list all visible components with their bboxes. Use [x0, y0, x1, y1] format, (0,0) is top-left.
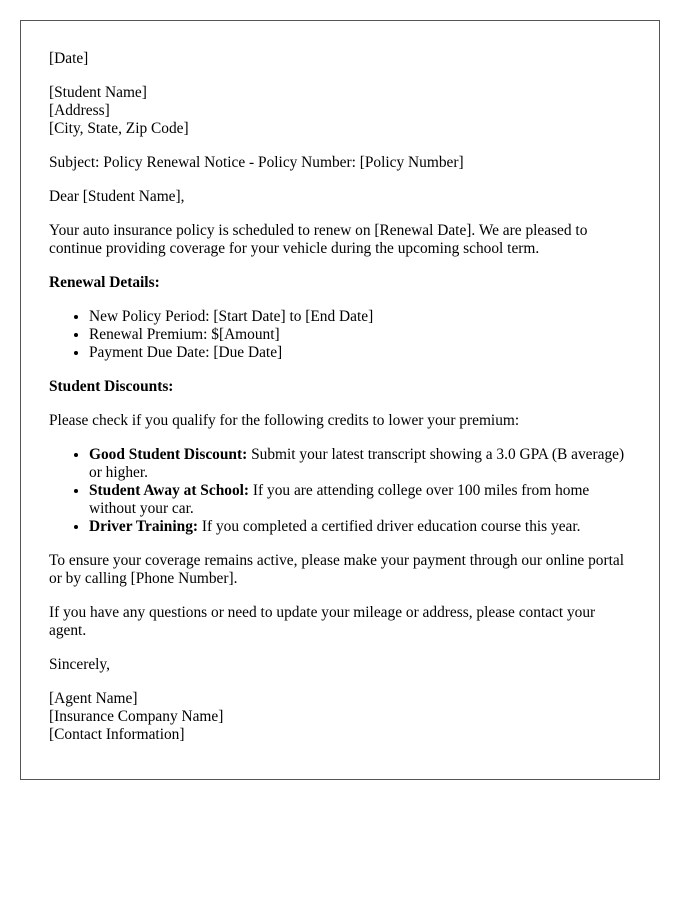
- renewal-details-list: [49, 308, 631, 362]
- renewal-item-policy-period: • New Policy Period: [Start Date] to [End Date]: [89, 308, 631, 326]
- recipient-block: [49, 84, 631, 138]
- recipient-name: [Student Name]: [49, 84, 147, 101]
- closing: Sincerely,: [49, 656, 110, 673]
- contact-information: [Contact Information]: [49, 726, 185, 743]
- discount-text: If you are attending college over 100 miles from home without your car.: [89, 482, 590, 517]
- discounts-intro: Please check if you qualify for the following credits to lower your premium:: [49, 412, 520, 429]
- renewal-item-due-date: • Payment Due Date: [Due Date]: [89, 344, 631, 362]
- discount-text: Submit your latest transcript showing a 3.0 GPA (B average) or higher.: [89, 446, 625, 481]
- recipient-city-state-zip: [City, State, Zip Code]: [49, 120, 189, 137]
- agent-name: [Agent Name]: [49, 690, 138, 707]
- letter: [20, 20, 660, 780]
- discount-item-driver-training: [89, 518, 631, 536]
- payment-paragraph: To ensure your coverage remains active, please make your payment through our online portal or by calling [Phone Number].: [49, 552, 625, 587]
- discount-text: If you completed a certified driver education course this year.: [198, 518, 581, 535]
- letter-date: [Date]: [49, 50, 89, 67]
- discount-label: Driver Training:: [89, 518, 199, 535]
- renewal-details-heading: Renewal Details:: [49, 274, 160, 291]
- discounts-list: [49, 446, 631, 536]
- discount-label: Student Away at School:: [89, 482, 250, 499]
- student-discounts-heading: Student Discounts:: [49, 378, 174, 395]
- recipient-address: [Address]: [49, 102, 110, 119]
- company-name: [Insurance Company Name]: [49, 708, 224, 725]
- salutation: Dear [Student Name],: [49, 188, 185, 205]
- discount-item-away-at-school: [89, 482, 631, 518]
- discount-item-good-student: [89, 446, 631, 482]
- signature-block: [49, 690, 631, 744]
- discount-label: Good Student Discount:: [89, 446, 248, 463]
- subject-line: Subject: Policy Renewal Notice - Policy Number: [Policy Number]: [49, 154, 464, 171]
- questions-paragraph: If you have any questions or need to update your mileage or address, please contact your agent.: [49, 604, 596, 639]
- intro-paragraph: Your auto insurance policy is scheduled to renew on [Renewal Date]. We are pleased to continue providing coverage for your vehicle during the upcoming school term.: [49, 222, 588, 257]
- renewal-item-premium: • Renewal Premium: $[Amount]: [89, 326, 631, 344]
